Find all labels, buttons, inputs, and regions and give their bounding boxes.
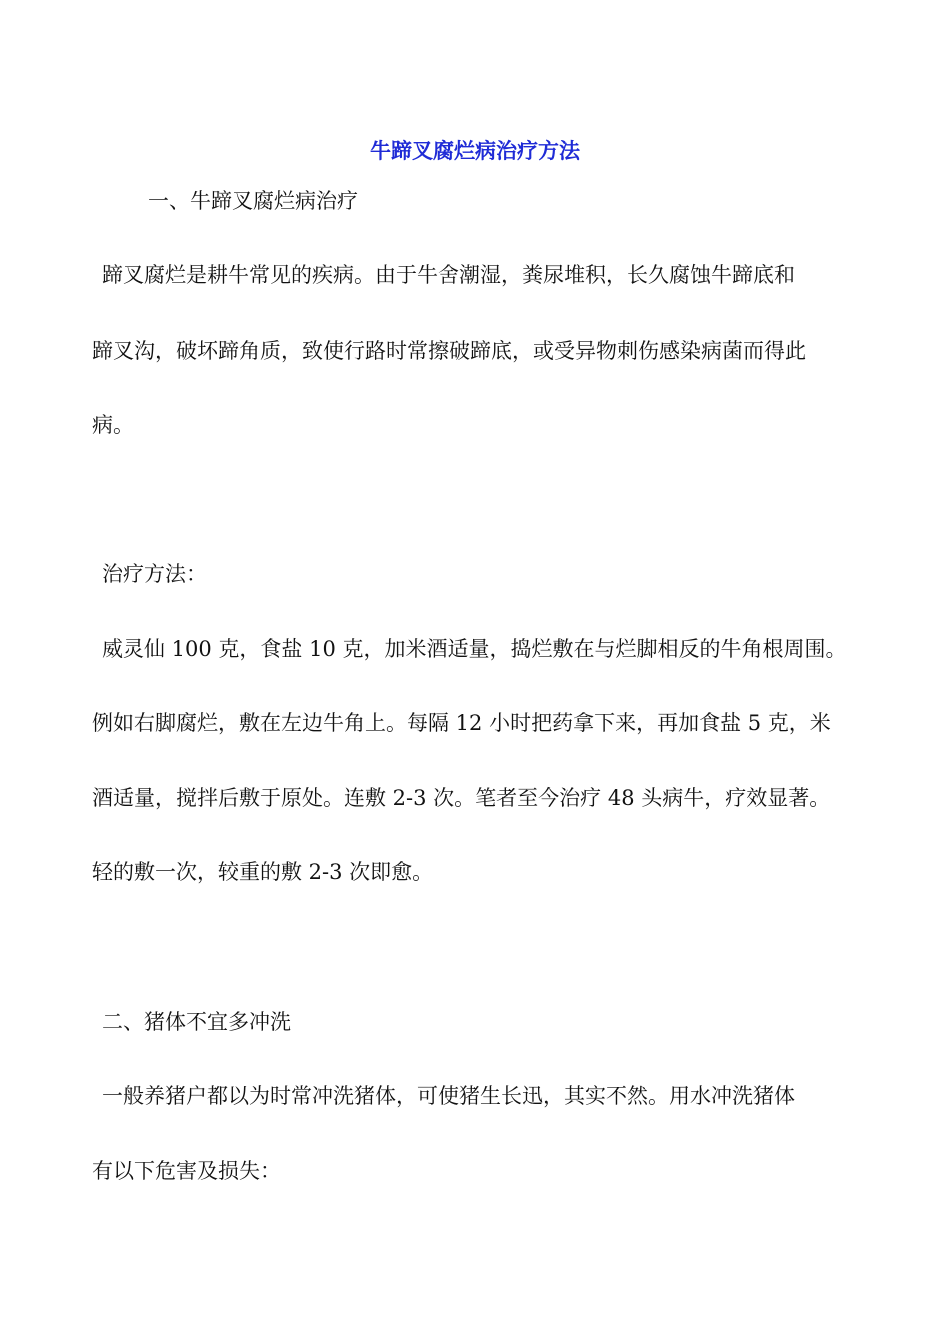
paragraph-1-line-1: 蹄叉腐烂是耕牛常见的疾病。由于牛舍潮湿，粪尿堆积，长久腐蚀牛蹄底和 — [102, 263, 795, 287]
document-title: 牛蹄叉腐烂病治疗方法 — [370, 138, 580, 163]
treatment-label: 治疗方法： — [102, 562, 207, 586]
paragraph-2-line-2: 例如右脚腐烂，敷在左边牛角上。每隔 12 小时把药拿下来，再加食盐 5 克，米 — [92, 711, 831, 735]
paragraph-3-line-2: 有以下危害及损失： — [92, 1159, 281, 1183]
paragraph-2-line-3: 酒适量，搅拌后敷于原处。连敷 2-3 次。笔者至今治疗 48 头病牛，疗效显著。 — [92, 786, 831, 810]
paragraph-2-line-1: 威灵仙 100 克，食盐 10 克，加米酒适量，捣烂敷在与烂脚相反的牛角根周围。 — [102, 637, 847, 661]
section-heading-2: 二、猪体不宜多冲洗 — [102, 1010, 291, 1034]
section-heading-1: 一、牛蹄叉腐烂病治疗 — [148, 189, 358, 213]
paragraph-3-line-1: 一般养猪户都以为时常冲洗猪体，可使猪生长迅，其实不然。用水冲洗猪体 — [102, 1084, 795, 1108]
paragraph-1-line-2: 蹄叉沟，破坏蹄角质，致使行路时常擦破蹄底，或受异物刺伤感染病菌而得此 — [92, 339, 806, 363]
paragraph-2-line-4: 轻的敷一次，较重的敷 2-3 次即愈。 — [92, 860, 434, 884]
paragraph-1-line-3: 病。 — [92, 413, 134, 437]
